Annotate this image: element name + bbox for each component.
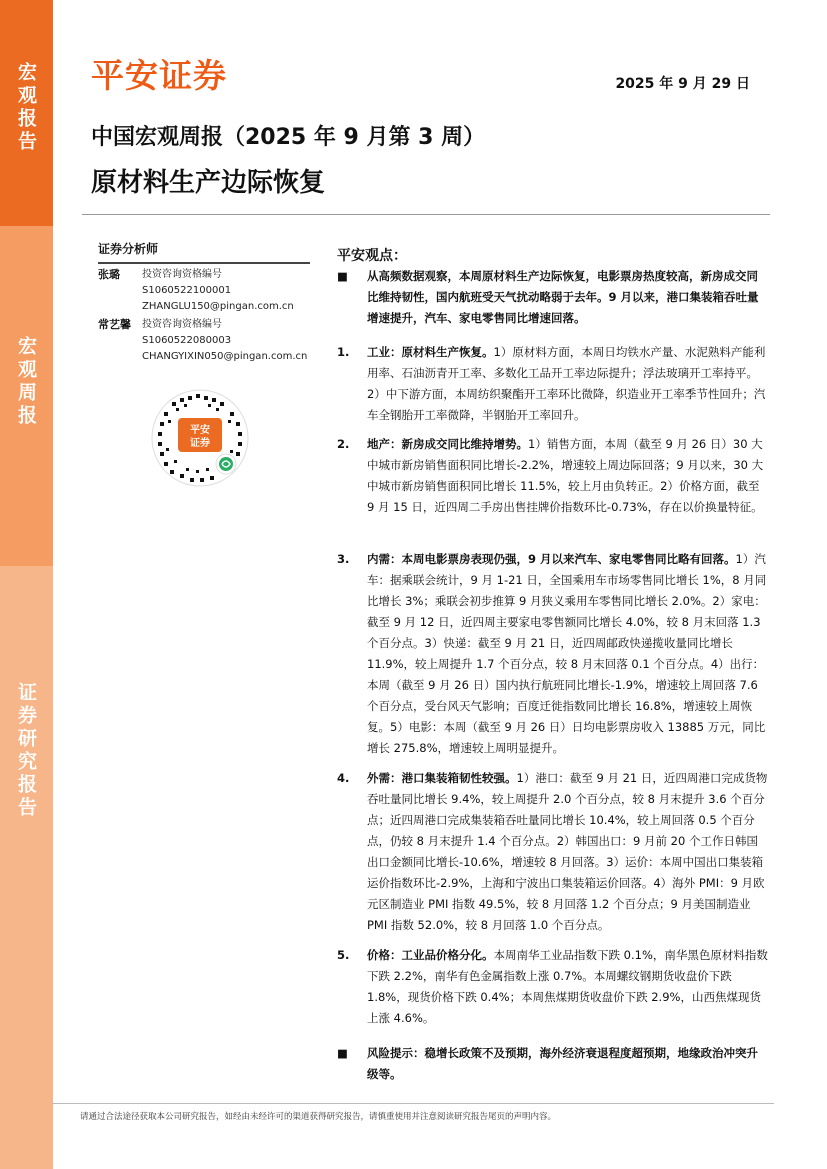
item-text: 1）销售方面，本周（截至 9 月 26 日）30 大中城市新房销售面积同比增长-2.2%，增速较上周边际回落；9 月以来，30 大中城市新房销售面积同比增长 11.5%，较上月由负转正。2）价格方面，截至 9 月 15 日，近四周二手房出售挂牌价指数环比-0.73%，存在以价换量特征。 bbox=[367, 437, 764, 514]
analyst-license-label: 投资咨询资格编号 bbox=[142, 269, 222, 280]
risk-block bbox=[337, 1043, 769, 1085]
item-text: 1）港口：截至 9 月 21 日，近四周港口完成货物吞吐量同比增长 9.4%，较上周提升 2.0 个百分点，较 8 月末提升 3.6 个百分点；近四周港口完成集装箱吞吐量同比增长 10.4%，较上周回落 0.5 个百分点，仍较 8 月末提升 1.4 个百分点。2）韩国出口：9 月前 20 个工作日韩国出口金额同比增长-10.6%，增速较 8 月回落。3）运价：本周中国出口集装箱运价指数环比-2.9%，上海和宁波出口集装箱运价回落。4）海外 PMI：9 月欧元区制造业 PMI 指数 49.5%，较 8 月回落 1.2 个百分点；9 月美国制造业 PMI 指数 52.0%，较 8 月回落 1.0 个百分点。 bbox=[367, 771, 768, 932]
item-number: 1. bbox=[337, 345, 350, 359]
analyst-details bbox=[142, 267, 342, 315]
analyst-entry bbox=[98, 317, 328, 365]
header-divider bbox=[82, 214, 770, 215]
item-heading: 地产：新房成交同比维持增势。 bbox=[367, 437, 528, 451]
analyst-email[interactable]: ZHANGLU150@pingan.com.cn bbox=[142, 301, 294, 312]
sidebar-label-research: 证券研究报告 bbox=[15, 682, 37, 820]
analyst-license-label: 投资咨询资格编号 bbox=[142, 319, 222, 330]
item-heading: 外需：港口集装箱韧性较强。 bbox=[367, 771, 517, 785]
risk-text: 风险提示：稳增长政策不及预期，海外经济衰退程度超预期，地缘政治冲突升级等。 bbox=[367, 1046, 758, 1081]
report-date: 2025 年 9 月 29 日 bbox=[615, 76, 750, 92]
viewpoint-item bbox=[337, 768, 769, 936]
brand-logo: 平安证券 bbox=[91, 56, 227, 95]
summary-text: 从高频数据观察，本周原材料生产边际恢复，电影票房热度较高，新房成交同比维持韧性，国内航班受天气扰动略弱于去年。9 月以来，港口集装箱吞吐量增速提升，汽车、家电零售同比增速回落。 bbox=[367, 269, 759, 325]
viewpoint-item bbox=[337, 342, 769, 426]
analyst-entry bbox=[98, 267, 328, 315]
report-title: 中国宏观周报（2025 年 9 月第 3 周） bbox=[91, 125, 486, 150]
viewpoints-heading: 平安观点： bbox=[337, 248, 407, 264]
sidebar-segment-research bbox=[0, 566, 53, 1169]
square-bullet-icon: ■ bbox=[337, 269, 348, 283]
viewpoint-item bbox=[337, 549, 769, 759]
sidebar-segment-report-type bbox=[0, 0, 53, 226]
analyst-license-number: S1060522080003 bbox=[142, 335, 232, 346]
sidebar-label-report-type: 宏观报告 bbox=[15, 62, 37, 154]
svg-text:平安: 平安 bbox=[190, 425, 210, 436]
analyst-name: 常艺馨 bbox=[98, 318, 131, 331]
item-text: 1）汽车：据乘联会统计，9 月 1-21 日，全国乘用车市场零售同比增长 1%，8 月同比增长 3%；乘联会初步推算 9 月狭义乘用车零售同比增长 2.0%。2）家电：截至 9 月 12 日，近四周主要家电零售额同比增长 4.0%，较 8 月末回落 1.3 个百分点。3）快递：截至 9 月 21 日，近四周邮政快递揽收量同比增长 11.9%，较上周提升 1.7 个百分点，较 8 月末回落 0.1 个百分点。4）出行：本周（截至 9 月 26 日）国内执行航班同比增长-1.9%，增速较上周回落 7.6 个百分点，受台风天气影响；百度迁徙指数同比增长 16.8%，增速较上周恢复。5）电影：本周（截至 9 月 26 日）日均电影票房收入 13885 万元，同比增长 275.8%，增速较上周明显提升。 bbox=[367, 552, 767, 755]
item-text: 本周南华工业品指数下跌 0.1%，南华黑色原材料指数下跌 2.2%，南华有色金属指数上涨 0.7%。本周螺纹钢期货收盘价下跌 1.8%，现货价格下跌 0.4%；本周焦煤期货收盘价下跌 2.9%，山西焦煤现货上涨 4.6%。 bbox=[367, 948, 768, 1025]
viewpoint-item bbox=[337, 945, 769, 1029]
analyst-heading: 证券分析师 bbox=[98, 240, 310, 264]
svg-text:证券: 证券 bbox=[190, 438, 210, 449]
analyst-details bbox=[142, 317, 342, 365]
report-subtitle: 原材料生产边际恢复 bbox=[91, 168, 326, 198]
analyst-name: 张璐 bbox=[98, 268, 120, 281]
item-heading: 工业：原材料生产恢复。 bbox=[367, 345, 494, 359]
item-number: 3. bbox=[337, 552, 350, 566]
analyst-license-number: S1060522100001 bbox=[142, 285, 232, 296]
item-number: 4. bbox=[337, 771, 350, 785]
item-text: 1）原材料方面，本周日均铁水产量、水泥熟料产能利用率、石油沥青开工率、多数化工品开工率边际提升；浮法玻璃开工率持平。2）中下游方面，本周纺织聚酯开工率环比微降，织造业开工率季节性回升；汽车全钢胎开工率微降，半钢胎开工率回升。 bbox=[367, 345, 766, 422]
footer-disclaimer: 请通过合法途径获取本公司研究报告，如经由未经许可的渠道获得研究报告，请慎重使用并注意阅读研究报告尾页的声明内容。 bbox=[80, 1112, 557, 1122]
analyst-email[interactable]: CHANGYIXIN050@pingan.com.cn bbox=[142, 351, 308, 362]
item-heading: 价格：工业品价格分化。 bbox=[367, 948, 494, 962]
item-heading: 内需：本周电影票房表现仍强，9 月以来汽车、家电零售同比略有回落。 bbox=[367, 552, 736, 566]
footer-divider bbox=[52, 1103, 774, 1104]
qr-code-icon[interactable] bbox=[150, 388, 250, 488]
item-number: 2. bbox=[337, 437, 350, 451]
sidebar-label-weekly: 宏观周报 bbox=[15, 336, 37, 428]
square-bullet-icon: ■ bbox=[337, 1046, 348, 1060]
summary-block bbox=[337, 266, 769, 329]
item-number: 5. bbox=[337, 948, 350, 962]
sidebar-segment-weekly bbox=[0, 226, 53, 566]
viewpoint-item bbox=[337, 434, 769, 518]
